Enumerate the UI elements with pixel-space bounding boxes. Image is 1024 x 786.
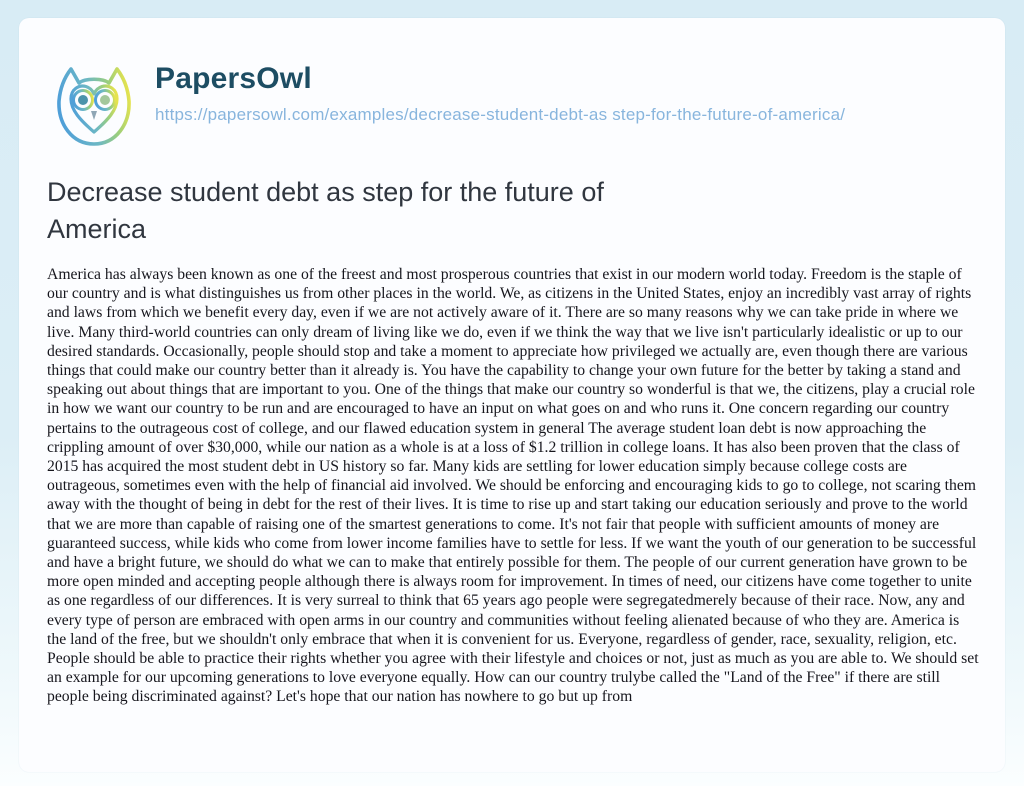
essay-body-text: America has always been known as one of the freest and most prosperous countries that exist in our modern world today. Freedom is the staple of our country and is what distinguishes us from other places in the world. We, as citizens in the United States, enjoy an incredibly vast array of rights and laws from which we benefit every day, even if we are not actively aware of it. There are so many reasons why we can take pride in where we live. Many third-world countries can only dream of living like we do, even if we think the way that we live isn't particularly idealistic or up to our desired standards. Occasionally, people should stop and take a moment to appreciate how privileged we actually are, even though there are various things that could make our country better than it already is. You have the capability to change your own future for the better by taking a stand and speaking out about things that are important to you. One of the things that make our country so wonderful is that we, the citizens, play a crucial role in how we want our country to be run and are encouraged to have an input on what goes on and who runs it. One concern regarding our country pertains to the outrageous cost of college, and our flawed education system in general The average student loan debt is now approaching the crippling amount of over $30,000, while our nation as a whole is at a loss of $1.2 trillion in college loans. It has also been proven that the class of 2015 has acquired the most student debt in US history so far. Many kids are settling for lower education simply because college costs are outrageous, sometimes even with the help of financial aid involved. We should be enforcing and encouraging kids to go to college, not scaring them away with the thought of being in debt for the rest of their lives. It is time to rise up and start taking our education seriously and prove to the world that we are more than capable of raising one of the smartest generations to come. It's not fair that people with sufficient amounts of money are guaranteed success, while kids who come from lower income families have to settle for less. If we want the youth of our generation to be successful and have a bright future, we should do what we can to make that entirely possible for them. The people of our current generation have grown to be more open minded and accepting people although there is always room for improvement. In times of need, our citizens have come together to unite as one regardless of our differences. It is very surreal to think that 65 years ago people were segregatedmerely because of their race. Now, any and every type of person are embraced with open arms in our country and communities without feeling alienated because of who they are. America is the land of the free, but we shouldn't only embrace that when it is convenient for us. Everyone, regardless of gender, race, sexuality, religion, etc. People should be able to practice their rights whether you agree with their lifestyle and choices or not, just as much as you are able to. We should set an example for our upcoming generations to love everyone equally. How can our country trulybe called the "Land of the Free" if there are still people being discriminated against? Let's hope that our nation has nowhere to go but up from	[47, 266, 979, 706]
brand-name: PapersOwl	[155, 62, 312, 95]
source-url-link[interactable]: https://papersowl.com/examples/decrease-student-debt-as step-for-the-future-of-america/	[155, 105, 846, 124]
brand-block	[155, 56, 845, 125]
site-header	[47, 56, 979, 150]
content-card	[19, 18, 1005, 772]
owl-icon	[47, 56, 141, 150]
page-title: Decrease student debt as step for the future of America	[47, 177, 604, 244]
